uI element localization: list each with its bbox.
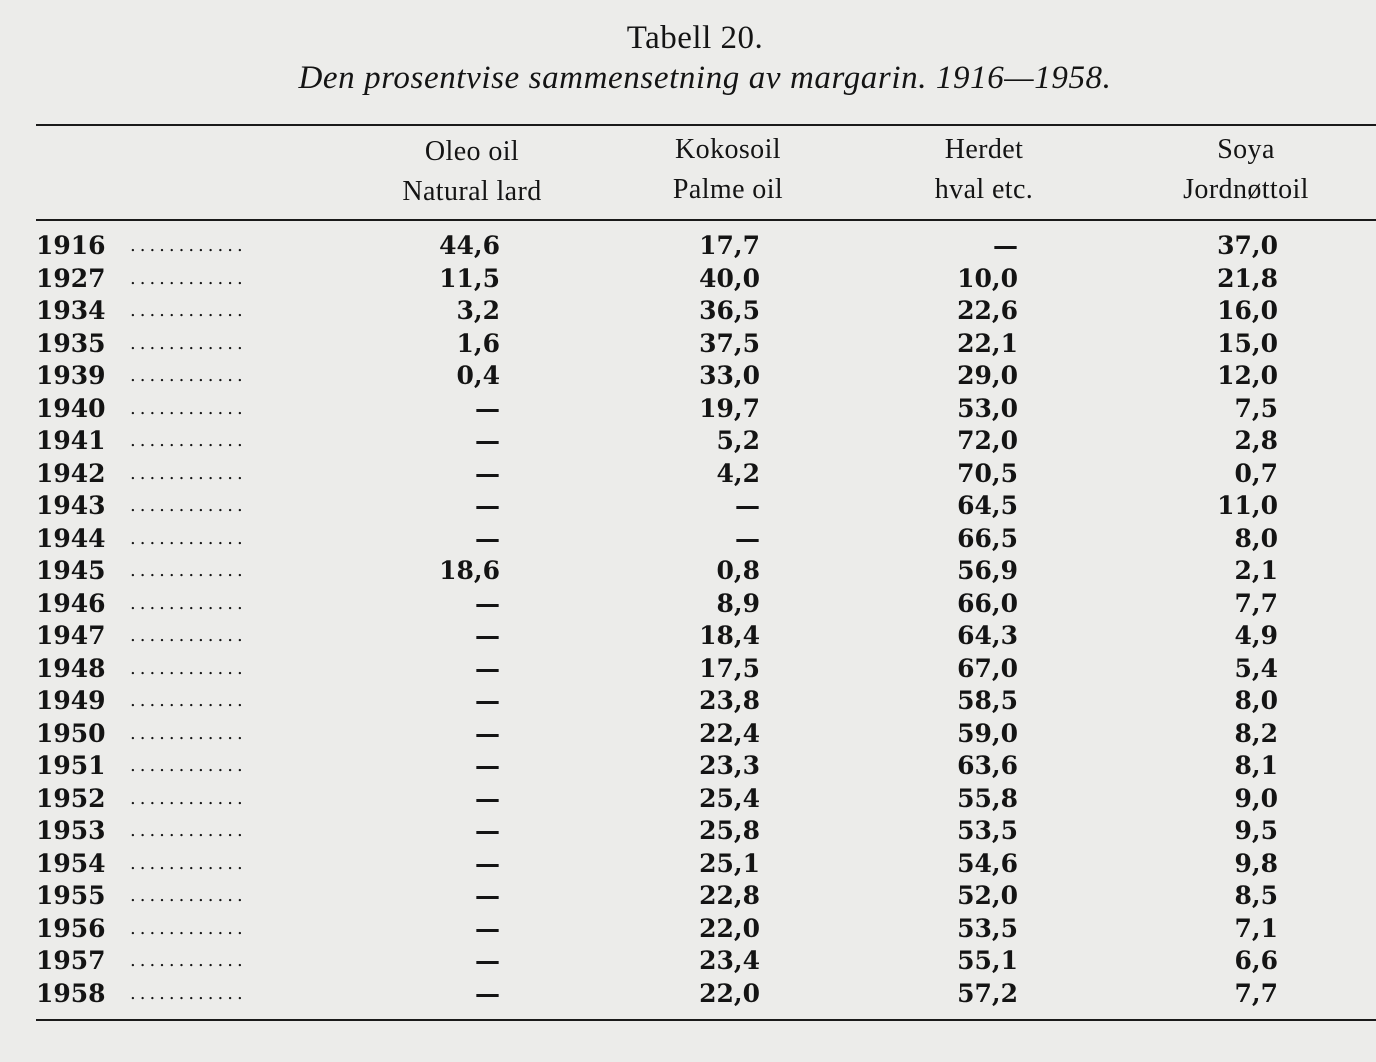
row-year: 1953 [36, 816, 106, 845]
column-header-line: Kokosoil [675, 134, 781, 165]
row-year: 1948 [36, 653, 106, 683]
row-leader-dots: ............ [130, 300, 247, 321]
row-year: 1951 [36, 751, 106, 780]
row-leader-dots: ............ [130, 625, 247, 646]
value-kokosoil: 22,8 [699, 881, 760, 910]
value-oleo-oil: — [475, 523, 500, 553]
row-year: 1958 [36, 978, 106, 1008]
value-oleo-oil: — [475, 491, 500, 520]
value-kokosoil: 8,9 [716, 588, 760, 618]
value-soya: 4,9 [1234, 621, 1278, 650]
value-soya: 12,0 [1217, 361, 1278, 390]
value-soya: 2,8 [1234, 426, 1278, 455]
value-kokosoil: 22,4 [699, 718, 760, 748]
value-soya: 8,0 [1234, 686, 1278, 715]
value-oleo-oil: — [475, 751, 500, 780]
column-header-herdet [884, 130, 1084, 210]
table-row [0, 750, 1376, 783]
value-soya: 6,6 [1234, 946, 1278, 975]
value-soya: 7,7 [1234, 588, 1278, 618]
value-herdet: 63,6 [957, 751, 1018, 780]
row-year: 1946 [36, 588, 106, 618]
row-year: 1943 [36, 491, 106, 520]
value-oleo-oil: 1,6 [456, 328, 500, 358]
row-year: 1916 [36, 231, 106, 260]
value-soya: 37,0 [1217, 231, 1278, 260]
table-title: Tabell 20. [626, 20, 764, 56]
value-herdet: 53,5 [957, 913, 1018, 943]
table-row [0, 880, 1376, 913]
row-leader-dots: ............ [130, 462, 247, 484]
row-year: 1942 [36, 458, 106, 488]
value-herdet: 10,0 [957, 263, 1018, 293]
column-header-line: Soya [1217, 134, 1275, 165]
row-year: 1944 [36, 523, 106, 553]
value-soya: 21,8 [1217, 263, 1278, 293]
table-row [0, 555, 1376, 588]
table-row [0, 230, 1376, 263]
value-herdet: 29,0 [957, 361, 1018, 390]
value-oleo-oil: 18,6 [439, 556, 500, 585]
table-row [0, 425, 1376, 458]
value-soya: 9,0 [1234, 783, 1278, 813]
row-leader-dots: ............ [130, 332, 247, 354]
row-leader-dots: ............ [130, 657, 247, 679]
value-herdet: 55,1 [957, 946, 1018, 975]
row-year: 1955 [36, 881, 106, 910]
value-kokosoil: 23,8 [699, 686, 760, 715]
row-year: 1940 [36, 393, 106, 423]
column-header-kokosoil [628, 130, 828, 210]
table-row [0, 815, 1376, 848]
table-row [0, 945, 1376, 978]
table-row [0, 263, 1376, 296]
value-oleo-oil: — [475, 848, 500, 878]
value-kokosoil: 37,5 [699, 328, 760, 358]
row-leader-dots: ............ [130, 560, 247, 581]
row-year: 1957 [36, 946, 106, 975]
value-kokosoil: 33,0 [699, 361, 760, 390]
row-year: 1927 [36, 263, 106, 293]
table-row [0, 360, 1376, 393]
table-row [0, 295, 1376, 328]
value-kokosoil: 36,5 [699, 296, 760, 325]
value-kokosoil: 22,0 [699, 913, 760, 943]
row-leader-dots: ............ [130, 397, 247, 419]
table-row [0, 653, 1376, 686]
value-herdet: 52,0 [957, 881, 1018, 910]
table-row [0, 458, 1376, 491]
row-leader-dots: ............ [130, 852, 247, 874]
table-row [0, 913, 1376, 946]
row-year: 1939 [36, 361, 106, 390]
value-herdet: 72,0 [957, 426, 1018, 455]
value-kokosoil: 0,8 [716, 556, 760, 585]
value-herdet: 59,0 [957, 718, 1018, 748]
bottom-rule [36, 1019, 1376, 1021]
value-herdet: 66,5 [957, 523, 1018, 553]
value-oleo-oil: — [475, 393, 500, 423]
value-oleo-oil: — [475, 978, 500, 1008]
value-soya: 8,2 [1234, 718, 1278, 748]
value-kokosoil: 17,5 [699, 653, 760, 683]
column-header-soya [1146, 130, 1346, 210]
table-row [0, 523, 1376, 556]
value-soya: 7,7 [1234, 978, 1278, 1008]
row-leader-dots: ............ [130, 950, 247, 971]
table-row [0, 620, 1376, 653]
value-oleo-oil: — [475, 783, 500, 813]
row-year: 1952 [36, 783, 106, 813]
value-herdet: 55,8 [957, 783, 1018, 813]
value-oleo-oil: 44,6 [439, 231, 500, 260]
value-herdet: 57,2 [957, 978, 1018, 1008]
value-kokosoil: 25,4 [699, 783, 760, 813]
value-oleo-oil: — [475, 458, 500, 488]
value-kokosoil: 18,4 [699, 621, 760, 650]
row-year: 1945 [36, 556, 106, 585]
row-leader-dots: ............ [130, 787, 247, 809]
value-herdet: 70,5 [957, 458, 1018, 488]
value-soya: 16,0 [1217, 296, 1278, 325]
value-kokosoil: 5,2 [716, 426, 760, 455]
table-row [0, 328, 1376, 361]
value-herdet: 64,3 [957, 621, 1018, 650]
value-kokosoil: — [735, 491, 760, 520]
table-row [0, 783, 1376, 816]
column-header-oleo [372, 132, 572, 212]
row-year: 1941 [36, 426, 106, 455]
value-soya: 5,4 [1234, 653, 1278, 683]
value-herdet: 56,9 [957, 556, 1018, 585]
table-row [0, 490, 1376, 523]
value-oleo-oil: — [475, 686, 500, 715]
value-herdet: 53,0 [957, 393, 1018, 423]
column-header-line: Jordnøttoil [1183, 174, 1309, 205]
row-leader-dots: ............ [130, 365, 247, 386]
value-soya: 9,5 [1234, 816, 1278, 845]
value-oleo-oil: — [475, 653, 500, 683]
column-header-line: Oleo oil [424, 136, 520, 167]
row-year: 1934 [36, 296, 106, 325]
value-soya: 8,5 [1234, 881, 1278, 910]
value-herdet: 22,1 [957, 328, 1018, 358]
top-rule [36, 124, 1376, 126]
row-leader-dots: ............ [130, 592, 247, 614]
column-header-line: Herdet [944, 134, 1024, 165]
row-leader-dots: ............ [130, 235, 247, 256]
value-oleo-oil: — [475, 426, 500, 455]
table-row [0, 588, 1376, 621]
value-kokosoil: 23,3 [699, 751, 760, 780]
value-kokosoil: 40,0 [699, 263, 760, 293]
column-header-line: Natural lard [402, 176, 542, 207]
value-soya: 2,1 [1234, 556, 1278, 585]
row-leader-dots: ............ [130, 982, 247, 1004]
row-leader-dots: ............ [130, 917, 247, 939]
row-year: 1954 [36, 848, 106, 878]
value-soya: 8,0 [1234, 523, 1278, 553]
value-soya: 8,1 [1234, 751, 1278, 780]
value-kokosoil: 17,7 [699, 231, 760, 260]
value-oleo-oil: — [475, 816, 500, 845]
value-herdet: 54,6 [957, 848, 1018, 878]
value-kokosoil: 23,4 [699, 946, 760, 975]
value-kokosoil: 25,1 [699, 848, 760, 878]
table-subtitle: Den prosentvise sammensetning av margarin. 1916—1958. [298, 60, 1112, 96]
value-soya: 9,8 [1234, 848, 1278, 878]
value-oleo-oil: 0,4 [456, 361, 500, 390]
row-year: 1949 [36, 686, 106, 715]
value-oleo-oil: — [475, 718, 500, 748]
row-leader-dots: ............ [130, 820, 247, 841]
table-row [0, 718, 1376, 751]
value-oleo-oil: — [475, 881, 500, 910]
value-herdet: 53,5 [957, 816, 1018, 845]
value-kokosoil: 22,0 [699, 978, 760, 1008]
table-row [0, 978, 1376, 1011]
table-row [0, 685, 1376, 718]
table-body [0, 230, 1376, 1010]
row-year: 1935 [36, 328, 106, 358]
row-year: 1947 [36, 621, 106, 650]
table-row [0, 393, 1376, 426]
column-header-line: hval etc. [934, 174, 1034, 205]
row-year: 1950 [36, 718, 106, 748]
value-oleo-oil: — [475, 621, 500, 650]
value-herdet: 22,6 [957, 296, 1018, 325]
value-oleo-oil: — [475, 946, 500, 975]
value-kokosoil: 19,7 [699, 393, 760, 423]
value-kokosoil: — [735, 523, 760, 553]
row-leader-dots: ............ [130, 527, 247, 549]
value-oleo-oil: — [475, 913, 500, 943]
value-kokosoil: 4,2 [716, 458, 760, 488]
column-header-line: Palme oil [672, 174, 784, 205]
row-leader-dots: ............ [130, 267, 247, 289]
row-leader-dots: ............ [130, 722, 247, 744]
row-leader-dots: ............ [130, 495, 247, 516]
value-herdet: 58,5 [957, 686, 1018, 715]
row-leader-dots: ............ [130, 690, 247, 711]
value-oleo-oil: — [475, 588, 500, 618]
row-leader-dots: ............ [130, 755, 247, 776]
value-oleo-oil: 11,5 [439, 263, 500, 293]
value-herdet: 66,0 [957, 588, 1018, 618]
value-oleo-oil: 3,2 [456, 296, 500, 325]
value-soya: 7,1 [1234, 913, 1278, 943]
row-leader-dots: ............ [130, 885, 247, 906]
value-soya: 15,0 [1217, 328, 1278, 358]
header-rule [36, 219, 1376, 221]
value-herdet: 64,5 [957, 491, 1018, 520]
value-soya: 7,5 [1234, 393, 1278, 423]
value-herdet: 67,0 [957, 653, 1018, 683]
row-year: 1956 [36, 913, 106, 943]
value-soya: 0,7 [1234, 458, 1278, 488]
value-herdet: — [993, 231, 1018, 260]
table-row [0, 848, 1376, 881]
value-kokosoil: 25,8 [699, 816, 760, 845]
value-soya: 11,0 [1217, 491, 1278, 520]
row-leader-dots: ............ [130, 430, 247, 451]
